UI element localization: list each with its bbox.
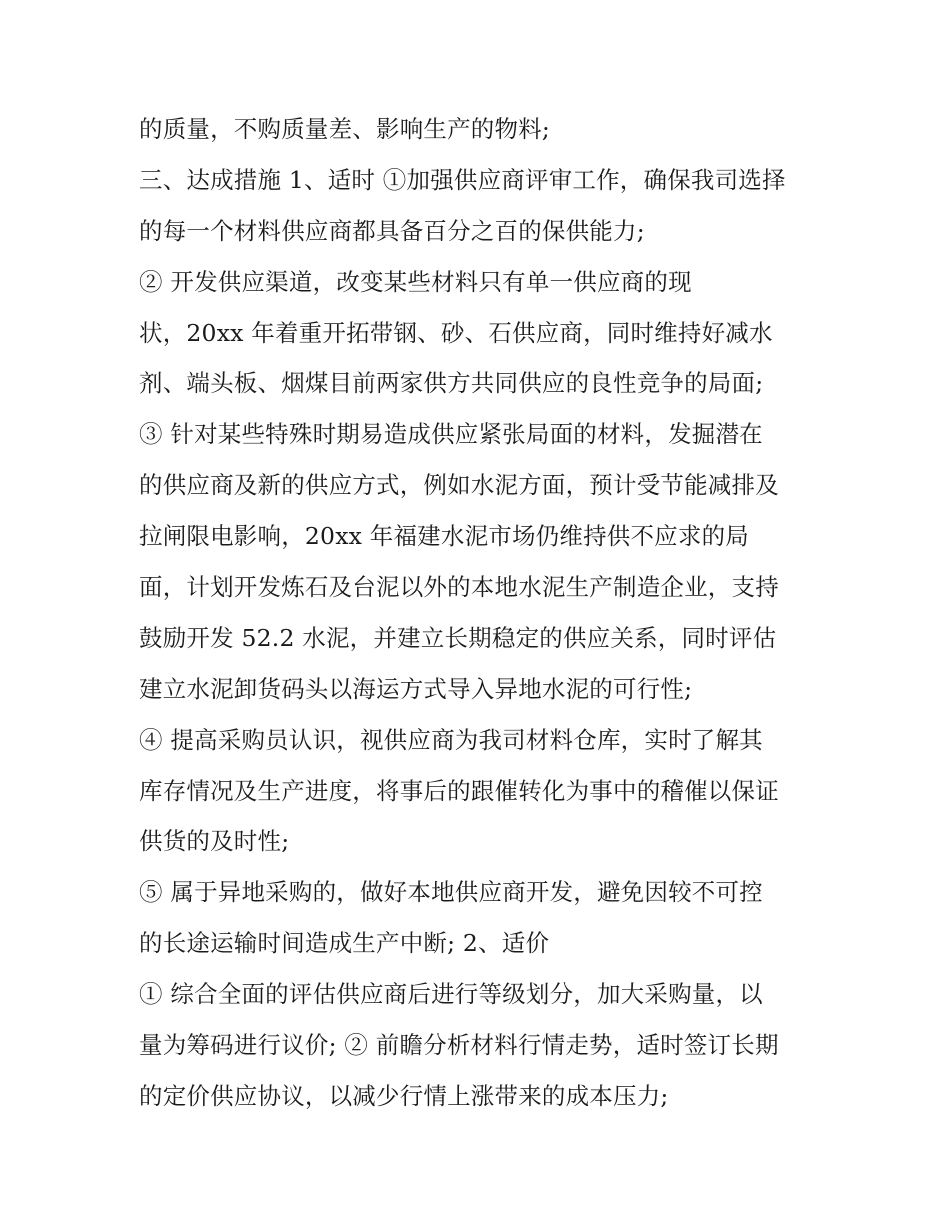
- text-line: ③ 针对某些特殊时期易造成供应紧张局面的材料，发掘潜在: [139, 420, 763, 449]
- text-line: ④ 提高采购员认识，视供应商为我司材料仓库，实时了解其: [139, 725, 763, 754]
- text-line: 剂、端头板、烟煤目前两家供方共同供应的良性竞争的局面;: [139, 369, 764, 398]
- text-line: 三、达成措施 1、适时 ①加强供应商评审工作，确保我司选择: [139, 165, 786, 194]
- text-line: ② 开发供应渠道，改变某些材料只有单一供应商的现: [139, 267, 692, 296]
- text-line: 库存情况及生产进度，将事后的跟催转化为事中的稽催以保证: [139, 776, 779, 805]
- text-line: 的长途运输时间造成生产中断; 2、适价: [139, 929, 550, 958]
- body-text: [139, 104, 819, 1122]
- text-line: 鼓励开发 52.2 水泥，并建立长期稳定的供应关系，同时评估: [139, 623, 777, 652]
- text-line: 建立水泥卸货码头以海运方式导入异地水泥的可行性;: [139, 674, 693, 703]
- text-line: 状，20xx 年着重开拓带钢、砂、石供应商，同时维持好减水: [139, 318, 773, 347]
- text-line: 的定价供应协议，以减少行情上涨带来的成本压力;: [139, 1081, 669, 1110]
- text-line: 供货的及时性;: [139, 827, 290, 856]
- text-line: 的每一个材料供应商都具备百分之百的保供能力;: [139, 216, 645, 245]
- text-line: 的质量，不购质量差、影响生产的物料;: [139, 115, 551, 143]
- text-line: ⑤ 属于异地采购的，做好本地供应商开发，避免因较不可控: [139, 878, 763, 907]
- text-line: 的供应商及新的供应方式，例如水泥方面，预计受节能减排及: [139, 471, 779, 500]
- text-line: 拉闸限电影响，20xx 年福建水泥市场仍维持供不应求的局: [139, 522, 749, 551]
- text-line: 量为筹码进行议价; ② 前瞻分析材料行情走势，适时签订长期: [139, 1031, 779, 1060]
- text-line: 面，计划开发炼石及台泥以外的本地水泥生产制造企业，支持: [139, 573, 779, 602]
- text-line: ① 综合全面的评估供应商后进行等级划分，加大采购量，以: [139, 980, 763, 1009]
